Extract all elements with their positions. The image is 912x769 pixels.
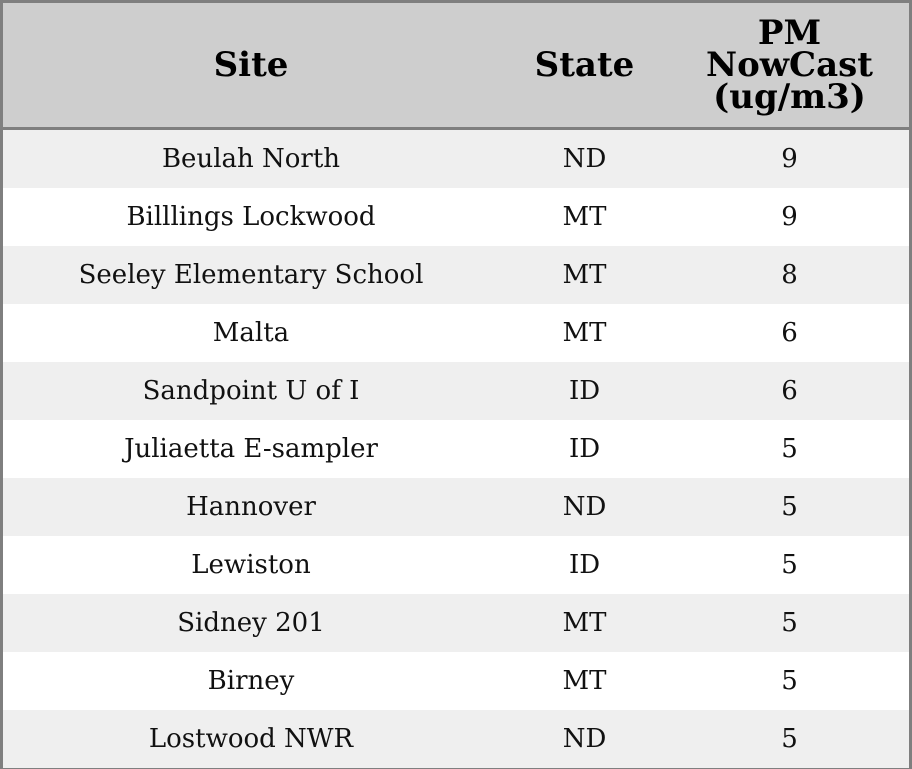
column-header-site xyxy=(3,3,499,129)
cell-site: Sandpoint U of I xyxy=(3,362,499,420)
cell-pm-nowcast: 8 xyxy=(670,246,909,304)
cell-pm-nowcast: 5 xyxy=(670,478,909,536)
header-line: NowCast xyxy=(706,45,873,85)
cell-pm-nowcast: 6 xyxy=(670,304,909,362)
cell-site: Lostwood NWR xyxy=(3,710,499,768)
cell-site: Seeley Elementary School xyxy=(3,246,499,304)
cell-state: MT xyxy=(499,246,670,304)
cell-state: ND xyxy=(499,478,670,536)
table-row xyxy=(3,594,909,652)
cell-site: Beulah North xyxy=(3,129,499,189)
cell-site: Billlings Lockwood xyxy=(3,188,499,246)
cell-state: ID xyxy=(499,536,670,594)
table-row xyxy=(3,129,909,189)
header-line: State xyxy=(534,45,635,85)
column-header-state xyxy=(499,3,670,129)
cell-state: MT xyxy=(499,304,670,362)
table-row xyxy=(3,188,909,246)
header-line: PM xyxy=(757,13,822,53)
table-row xyxy=(3,478,909,536)
table-row xyxy=(3,246,909,304)
table-row xyxy=(3,652,909,710)
cell-site: Lewiston xyxy=(3,536,499,594)
table-row xyxy=(3,362,909,420)
cell-site: Juliaetta E-sampler xyxy=(3,420,499,478)
column-header-pm-nowcast xyxy=(670,3,909,129)
cell-site: Sidney 201 xyxy=(3,594,499,652)
pm-nowcast-table xyxy=(3,3,909,768)
cell-pm-nowcast: 9 xyxy=(670,129,909,189)
table-row xyxy=(3,304,909,362)
table-header xyxy=(3,3,909,129)
cell-site: Hannover xyxy=(3,478,499,536)
header-line: Site xyxy=(213,45,289,85)
table-row xyxy=(3,536,909,594)
cell-state: ID xyxy=(499,420,670,478)
table-row xyxy=(3,420,909,478)
cell-pm-nowcast: 5 xyxy=(670,652,909,710)
table-row xyxy=(3,710,909,768)
cell-site: Malta xyxy=(3,304,499,362)
header-line: (ug/m3) xyxy=(713,77,866,117)
cell-state: ND xyxy=(499,710,670,768)
cell-pm-nowcast: 5 xyxy=(670,710,909,768)
table-body xyxy=(3,129,909,769)
cell-state: ID xyxy=(499,362,670,420)
cell-state: MT xyxy=(499,188,670,246)
cell-pm-nowcast: 5 xyxy=(670,536,909,594)
cell-pm-nowcast: 6 xyxy=(670,362,909,420)
header-row xyxy=(3,3,909,129)
cell-pm-nowcast: 5 xyxy=(670,594,909,652)
cell-pm-nowcast: 9 xyxy=(670,188,909,246)
cell-pm-nowcast: 5 xyxy=(670,420,909,478)
cell-state: MT xyxy=(499,594,670,652)
cell-site: Birney xyxy=(3,652,499,710)
cell-state: MT xyxy=(499,652,670,710)
cell-state: ND xyxy=(499,129,670,189)
